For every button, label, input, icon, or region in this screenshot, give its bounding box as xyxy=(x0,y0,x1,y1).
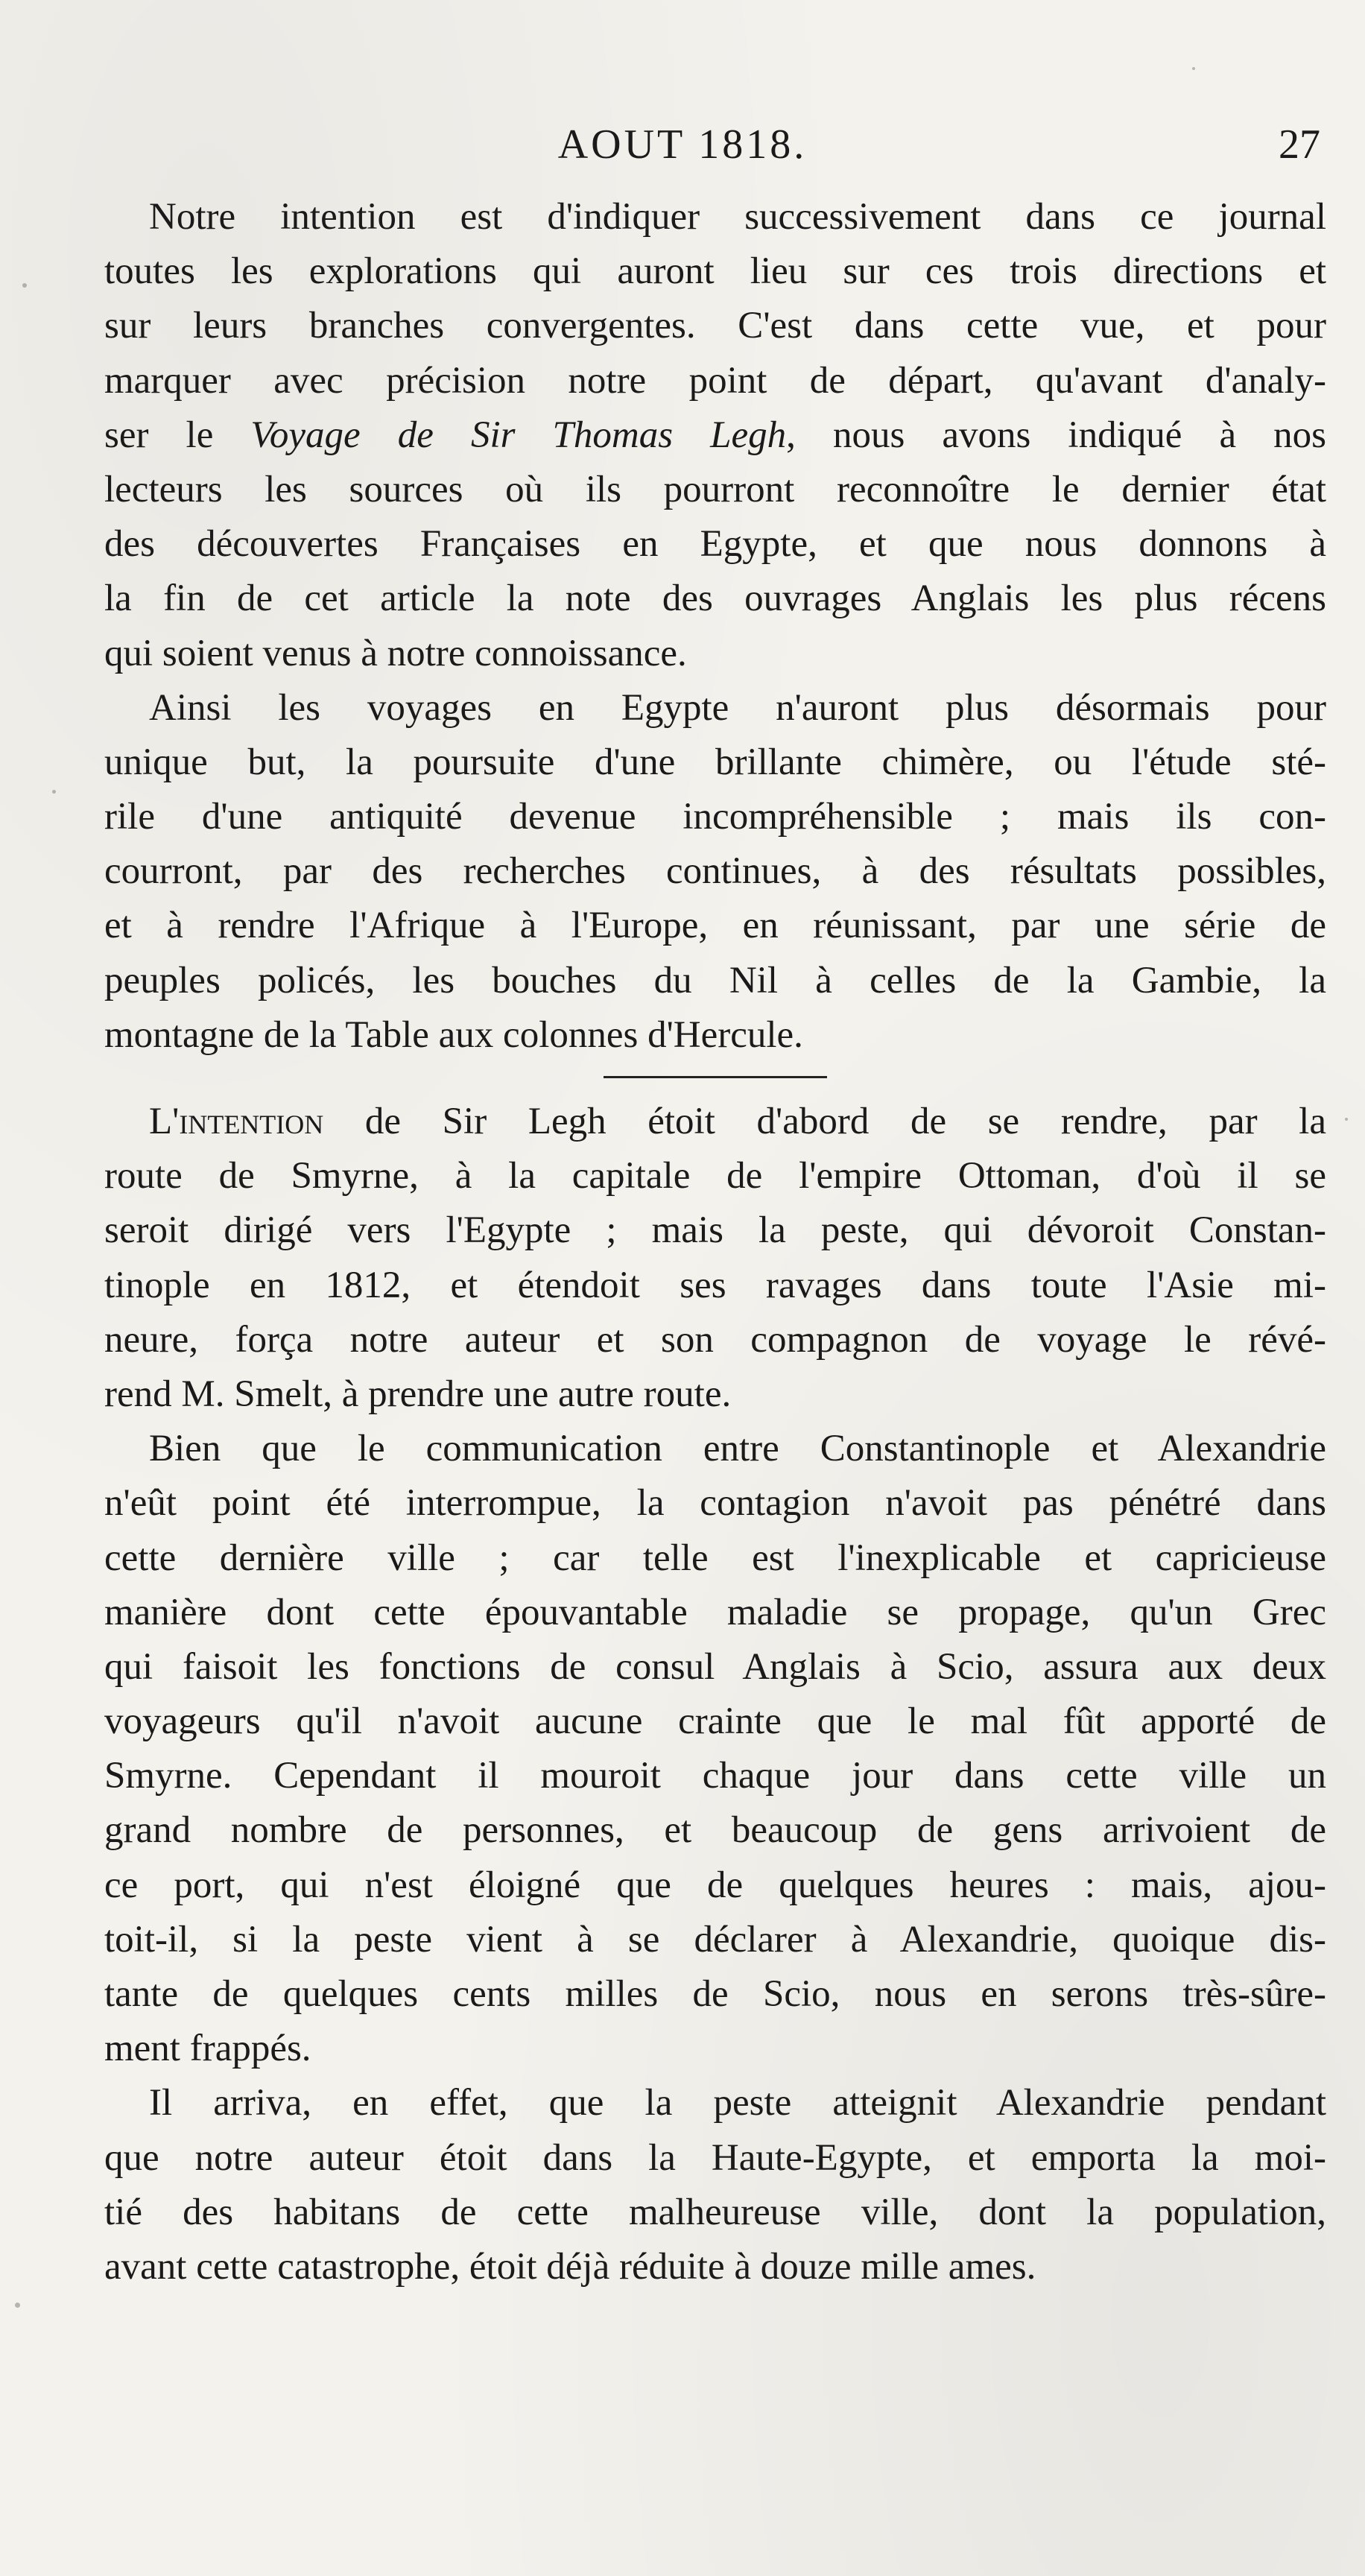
text-line: n'eût point été interrompue, la contagion n'avoit pas pénétré dans xyxy=(104,1482,1326,1525)
text-line: que notre auteur étoit dans la Haute-Egypte, et emporta la moi- xyxy=(104,2136,1326,2179)
text-line: marquer avec précision notre point de départ, qu'avant d'analy- xyxy=(104,359,1326,402)
text-line: Notre intention est d'indiquer successivement dans ce journal xyxy=(149,196,1326,238)
text-line: tié des habitans de cette malheureuse ville, dont la population, xyxy=(104,2191,1326,2233)
text-segment: , nous avons indiqué à nos xyxy=(786,414,1326,456)
paragraph-3 xyxy=(104,1095,1326,1422)
text-line: seroit dirigé vers l'Egypte ; mais la peste, qui dévoroit Constan- xyxy=(104,1209,1326,1252)
running-title: AOUT 1818. xyxy=(557,121,808,168)
text-line: ce port, qui n'est éloigné que de quelques heures : mais, ajou- xyxy=(104,1864,1326,1906)
text-line: Ainsi les voyages en Egypte n'auront plus désormais pour xyxy=(149,686,1326,729)
ink-speck xyxy=(1345,1118,1348,1121)
text-line: et à rendre l'Afrique à l'Europe, en réunissant, par une série de xyxy=(104,905,1326,947)
text-line xyxy=(104,408,1326,463)
text-line: ment frappés. xyxy=(104,2028,311,2070)
page-number: 27 xyxy=(1279,121,1320,168)
text-segment: ser le xyxy=(104,414,251,456)
text-line: manière dont cette épouvantable maladie se propage, qu'un Grec xyxy=(104,1591,1326,1633)
text-line: toit-il, si la peste vient à se déclarer à Alexandrie, quoique dis- xyxy=(104,1918,1326,1961)
text-line: rile d'une antiquité devenue incompréhensible ; mais ils con- xyxy=(104,796,1326,838)
text-line: peuples policés, les bouches du Nil à celles de la Gambie, la xyxy=(104,959,1326,1001)
text-line: unique but, la poursuite d'une brillante chimère, ou l'étude sté- xyxy=(104,741,1326,783)
text-line xyxy=(104,1095,1326,1149)
text-line: neure, força notre auteur et son compagnon de voyage le révé- xyxy=(104,1318,1326,1361)
text-line: la fin de cet article la note des ouvrages Anglais les plus récens xyxy=(104,577,1326,620)
body-text xyxy=(104,190,1326,2294)
section-divider xyxy=(604,1076,827,1078)
text-line: voyageurs qu'il n'avoit aucune crainte que le mal fût apporté de xyxy=(104,1700,1326,1743)
text-line: route de Smyrne, à la capitale de l'empire Ottoman, d'où il se xyxy=(104,1155,1326,1197)
paragraph-1 xyxy=(104,190,1326,681)
text-line: sur leurs branches convergentes. C'est dans cette vue, et pour xyxy=(104,305,1326,347)
text-line: tante de quelques cents milles de Scio, nous en serons très-sûre- xyxy=(104,1973,1326,2015)
text-line: rend M. Smelt, à prendre une autre route. xyxy=(104,1373,732,1415)
ink-speck xyxy=(22,283,27,288)
text-segment: de Sir Legh étoit d'abord de se rendre, par la xyxy=(323,1101,1326,1142)
text-line: grand nombre de personnes, et beaucoup de gens arrivoient de xyxy=(104,1809,1326,1852)
text-line: qui faisoit les fonctions de consul Anglais à Scio, assura aux deux xyxy=(104,1645,1326,1688)
smallcaps-lead: L'intention xyxy=(149,1101,324,1142)
paragraph-5 xyxy=(104,2076,1326,2294)
text-line: montagne de la Table aux colonnes d'Hercule. xyxy=(104,1013,803,1056)
text-line: avant cette catastrophe, étoit déjà réduite à douze mille ames. xyxy=(104,2245,1036,2288)
page-header xyxy=(0,112,1365,179)
text-line: Bien que le communication entre Constantinople et Alexandrie xyxy=(149,1428,1326,1470)
text-line: courront, par des recherches continues, à des résultats possibles, xyxy=(104,850,1326,893)
ink-speck xyxy=(52,790,56,794)
text-line: cette dernière ville ; car telle est l'inexplicable et capricieuse xyxy=(104,1537,1326,1579)
text-line: lecteurs les sources où ils pourront reconnoître le dernier état xyxy=(104,468,1326,510)
text-line: Il arriva, en effet, que la peste atteignit Alexandrie pendant xyxy=(149,2082,1326,2124)
text-line: tinople en 1812, et étendoit ses ravages dans toute l'Asie mi- xyxy=(104,1264,1326,1306)
paragraph-2 xyxy=(104,681,1326,1063)
ink-speck xyxy=(1192,67,1195,70)
ink-speck xyxy=(15,2303,20,2308)
text-line: Smyrne. Cependant il mouroit chaque jour dans cette ville un xyxy=(104,1755,1326,1797)
paragraph-4 xyxy=(104,1422,1326,2076)
text-line: toutes les explorations qui auront lieu sur ces trois directions et xyxy=(104,250,1326,293)
text-line: des découvertes Françaises en Egypte, et que nous donnons à xyxy=(104,523,1326,566)
text-line: qui soient venus à notre connoissance. xyxy=(104,632,687,674)
book-title: Voyage de Sir Thomas Legh xyxy=(250,414,787,456)
